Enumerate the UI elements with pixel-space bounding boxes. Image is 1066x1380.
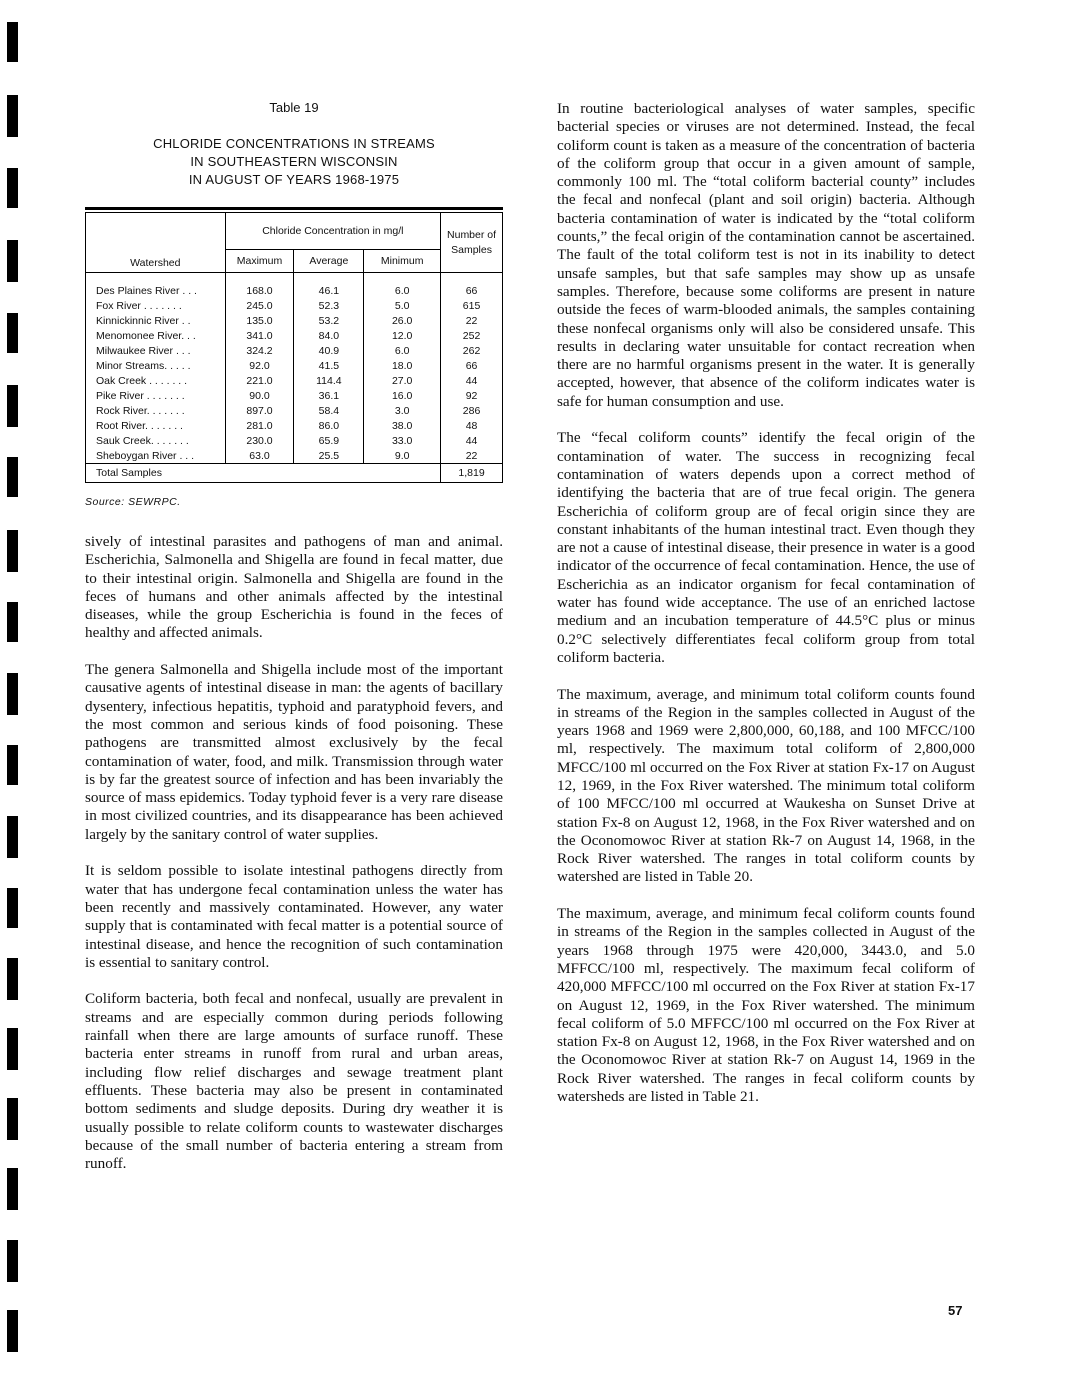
registration-mark (7, 1310, 18, 1352)
cell-maximum: 168.0 (225, 283, 294, 298)
cell-samples: 44 (441, 433, 503, 448)
cell-watershed: Sauk Creek. . . . . . . (86, 433, 226, 448)
cell-minimum: 3.0 (364, 403, 441, 418)
header-number-samples: Number of Samples (441, 213, 503, 273)
cell-maximum: 230.0 (225, 433, 294, 448)
registration-mark (7, 745, 18, 785)
registration-mark (7, 168, 18, 208)
registration-mark (7, 602, 18, 642)
body-paragraph: The “fecal coliform counts” identify the fecal origin of the contamination of water. The success in recognizing fecal contamination of waters depends upon a correct method of identifying the bacteria that are of true fecal origin. The genera Escherichia of coliform group are of fecal origin since they are constant inhabitants of the human intestinal tract. Even though they are not a cause of intestinal disease, their presence in water is a good indicator of the occurrence of fecal contamination. Hence, the use of Escherichia as an indicator organism for fecal contamination of water has found wide acceptance. The use of an enriched lactose medium and an incubation temperature of 44.5°C plus or minus 0.2°C selectively differentiates fecal coliform group from total coliform bacteria. (557, 429, 975, 666)
table-row (86, 418, 503, 433)
table-row (86, 313, 503, 328)
table-title-line: CHLORIDE CONCENTRATIONS IN STREAMS (153, 136, 435, 151)
registration-mark (7, 1098, 18, 1140)
cell-samples: 66 (441, 358, 503, 373)
cell-samples: 48 (441, 418, 503, 433)
registration-mark (7, 95, 18, 137)
cell-average: 53.2 (294, 313, 364, 328)
registration-mark (7, 673, 18, 715)
cell-watershed: Sheboygan River . . . (86, 448, 226, 464)
body-paragraph: The maximum, average, and minimum fecal coliform counts found in streams of the Region in the samples collected in August of the years 1968 through 1975 were 420,000, 3443.0, and 5.0 MFFCC/100 ml, respectively. The maximum fecal coliform of 420,000 MFFCC/100 ml occurred on the Fox River at station Fx-17 on August 12, 1969, in the Fox River watershed. The minimum fecal coliform of 5.0 MFFCC/100 ml occurred on the Fox River at station Fx-8 on August 12, 1968, in the Fox River watershed and on the Oconomowoc River at station Rk-7 on August 14, 1969 in the Rock River watershed. The ranges in fecal coliform counts by watersheds are listed in Table 21. (557, 905, 975, 1106)
cell-average: 114.4 (294, 373, 364, 388)
header-watershed: Watershed (86, 213, 226, 273)
cell-maximum: 135.0 (225, 313, 294, 328)
cell-watershed: Des Plaines River . . . (86, 283, 226, 298)
body-paragraph: Coliform bacteria, both fecal and nonfecal, usually are prevalent in streams and are especially common during periods following rainfall when there are large amounts of surface runoff. These bacteria enter streams in runoff from rural and urban areas, including flow relief discharges and sewage treatment plant effluents. These bacteria may also be present in contaminated bottom sediments and sludge deposits. During dry weather it is usually possible to relate coliform counts to wastewater discharges because of the small number of bacteria entering a stream from runoff. (85, 990, 503, 1173)
table-spacer (86, 273, 503, 284)
cell-watershed: Kinnickinnic River . . (86, 313, 226, 328)
cell-watershed: Pike River . . . . . . . (86, 388, 226, 403)
table-row (86, 283, 503, 298)
cell-average: 25.5 (294, 448, 364, 464)
total-row (86, 464, 503, 483)
registration-mark (7, 816, 18, 858)
cell-average: 86.0 (294, 418, 364, 433)
cell-maximum: 92.0 (225, 358, 294, 373)
table-row (86, 373, 503, 388)
cell-minimum: 16.0 (364, 388, 441, 403)
table-title-line: IN SOUTHEASTERN WISCONSIN (190, 154, 398, 169)
cell-minimum: 6.0 (364, 343, 441, 358)
cell-maximum: 324.2 (225, 343, 294, 358)
cell-maximum: 221.0 (225, 373, 294, 388)
total-label: Total Samples (86, 464, 441, 483)
cell-samples: 92 (441, 388, 503, 403)
cell-minimum: 38.0 (364, 418, 441, 433)
cell-samples: 286 (441, 403, 503, 418)
cell-maximum: 63.0 (225, 448, 294, 464)
cell-minimum: 18.0 (364, 358, 441, 373)
registration-mark (7, 457, 18, 497)
body-paragraph: The genera Salmonella and Shigella include most of the important causative agents of intestinal disease in man: the agents of bacillary dysentery, infectious hepatitis, typhoid and paratyphoid fevers, and the most common and serious kinds of food poisoning. These pathogens are transmitted almost exclusively by the fecal contamination of water, food, and milk. Transmission through water is by far the greatest source of infection and has been invariably the source of mass epidemics. Today typhoid fever is a very rare disease in most civilized countries, and its disappearance has been achieved largely by the sanitary control of water supplies. (85, 661, 503, 843)
table-title-line: IN AUGUST OF YEARS 1968-1975 (188, 172, 400, 187)
cell-minimum: 5.0 (364, 298, 441, 313)
cell-watershed: Milwaukee River . . . (86, 343, 226, 358)
binding-marks (0, 0, 30, 1380)
registration-mark (7, 22, 18, 62)
table-row (86, 403, 503, 418)
cell-average: 52.3 (294, 298, 364, 313)
cell-maximum: 281.0 (225, 418, 294, 433)
cell-samples: 615 (441, 298, 503, 313)
cell-watershed: Root River. . . . . . . (86, 418, 226, 433)
header-average: Average (294, 250, 364, 273)
right-column (557, 100, 975, 1106)
table-row (86, 328, 503, 343)
cell-samples: 44 (441, 373, 503, 388)
cell-average: 46.1 (294, 283, 364, 298)
cell-watershed: Minor Streams. . . . . (86, 358, 226, 373)
left-column (85, 96, 503, 1173)
body-paragraph: sively of intestinal parasites and pathogens of man and animal. Escherichia, Salmonella and Shigella are found in fecal matter, due to their intestinal origin. Salmonella and Shigella are found in the feces of humans and other animals affected by the intestinal diseases, while the group Escherichia is found in the feces of healthy and affected animals. (85, 533, 503, 642)
cell-samples: 262 (441, 343, 503, 358)
cell-watershed: Rock River. . . . . . . (86, 403, 226, 418)
cell-minimum: 27.0 (364, 373, 441, 388)
cell-average: 40.9 (294, 343, 364, 358)
header-chloride-group: Chloride Concentration in mg/l (225, 213, 440, 250)
table-row (86, 298, 503, 313)
registration-mark (7, 958, 18, 1000)
registration-mark (7, 385, 18, 427)
cell-maximum: 90.0 (225, 388, 294, 403)
cell-average: 41.5 (294, 358, 364, 373)
registration-mark (7, 530, 18, 572)
table-row (86, 358, 503, 373)
cell-watershed: Oak Creek . . . . . . . (86, 373, 226, 388)
registration-mark (7, 1240, 18, 1282)
body-paragraph: It is seldom possible to isolate intestinal pathogens directly from water that has undergone fecal contamination unless the water has been recently and massively contaminated. However, any water supply that is contaminated with fecal matter is a potential source of intestinal disease, and hence the recognition of such contamination is essential to sanitary control. (85, 862, 503, 971)
header-minimum: Minimum (364, 250, 441, 273)
cell-average: 58.4 (294, 403, 364, 418)
cell-minimum: 33.0 (364, 433, 441, 448)
cell-minimum: 9.0 (364, 448, 441, 464)
cell-minimum: 26.0 (364, 313, 441, 328)
cell-samples: 252 (441, 328, 503, 343)
cell-minimum: 6.0 (364, 283, 441, 298)
table-row (86, 388, 503, 403)
body-paragraph: The maximum, average, and minimum total coliform counts found in streams of the Region in the samples collected in August of the years 1968 and 1969 were 2,800,000, 60,188, and 100 MFCC/100 ml, respectively. The maximum total coliform of 2,800,000 MFCC/100 ml occurred on the Fox River at station Fx-17 on August 12, 1969, in the Fox River watershed. The minimum total coliform of 100 MFCC/100 ml occurred at Waukesha on Sunset Drive at station Fx-8 on August 12, 1968, in the Fox River watershed and on the Oconomowoc River at station Rk-7 on August 14, 1968, in the Rock River watershed. The ranges in total coliform counts by watershed are listed in Table 20. (557, 685, 975, 886)
table-row (86, 433, 503, 448)
cell-average: 84.0 (294, 328, 364, 343)
registration-mark (7, 313, 18, 353)
cell-samples: 22 (441, 313, 503, 328)
cell-average: 36.1 (294, 388, 364, 403)
table-title (85, 135, 503, 189)
table-source: Source: SEWRPC. (85, 496, 181, 508)
cell-maximum: 897.0 (225, 403, 294, 418)
cell-maximum: 245.0 (225, 298, 294, 313)
header-maximum: Maximum (225, 250, 294, 273)
table-number: Table 19 (269, 100, 319, 115)
cell-minimum: 12.0 (364, 328, 441, 343)
registration-mark (7, 240, 18, 282)
cell-samples: 22 (441, 448, 503, 464)
registration-mark (7, 888, 18, 928)
table-row (86, 448, 503, 464)
table-row (86, 343, 503, 358)
cell-watershed: Fox River . . . . . . . (86, 298, 226, 313)
cell-maximum: 341.0 (225, 328, 294, 343)
total-value: 1,819 (441, 464, 503, 483)
cell-average: 65.9 (294, 433, 364, 448)
cell-watershed: Menomonee River. . . (86, 328, 226, 343)
chloride-table (85, 207, 503, 483)
cell-samples: 66 (441, 283, 503, 298)
body-paragraph: In routine bacteriological analyses of water samples, specific bacterial species or viruses are not determined. Instead, the fecal coliform count is taken as a measure of the concentration of bacteria of the coliform group that occur in a given amount of sample, commonly 100 ml. The “total coliform bacterial county” includes the fecal and nonfecal (plant and soil origin) bacteria. Although bacteria contamination of water is indicated by the “total coliform counts,” the fecal origin of the contamination cannot be ascertained. The fault of the total coliform test is not in its inability to detect unsafe samples, but that safe samples may show up as unsafe samples. Therefore, because some coliforms are present in nature outside the feces of warm-blooded animals, the samples containing these nonfecal organisms only will also be considered unsafe. This results in declaring water unsuitable for contact recreation when there are no harmful organisms present in the water. It is generally accepted, however, that absence of the coliform indicates water is safe for human consumption and use. (557, 100, 975, 410)
registration-mark (7, 1028, 18, 1070)
registration-mark (7, 1168, 18, 1210)
page-number: 57 (948, 1303, 963, 1318)
